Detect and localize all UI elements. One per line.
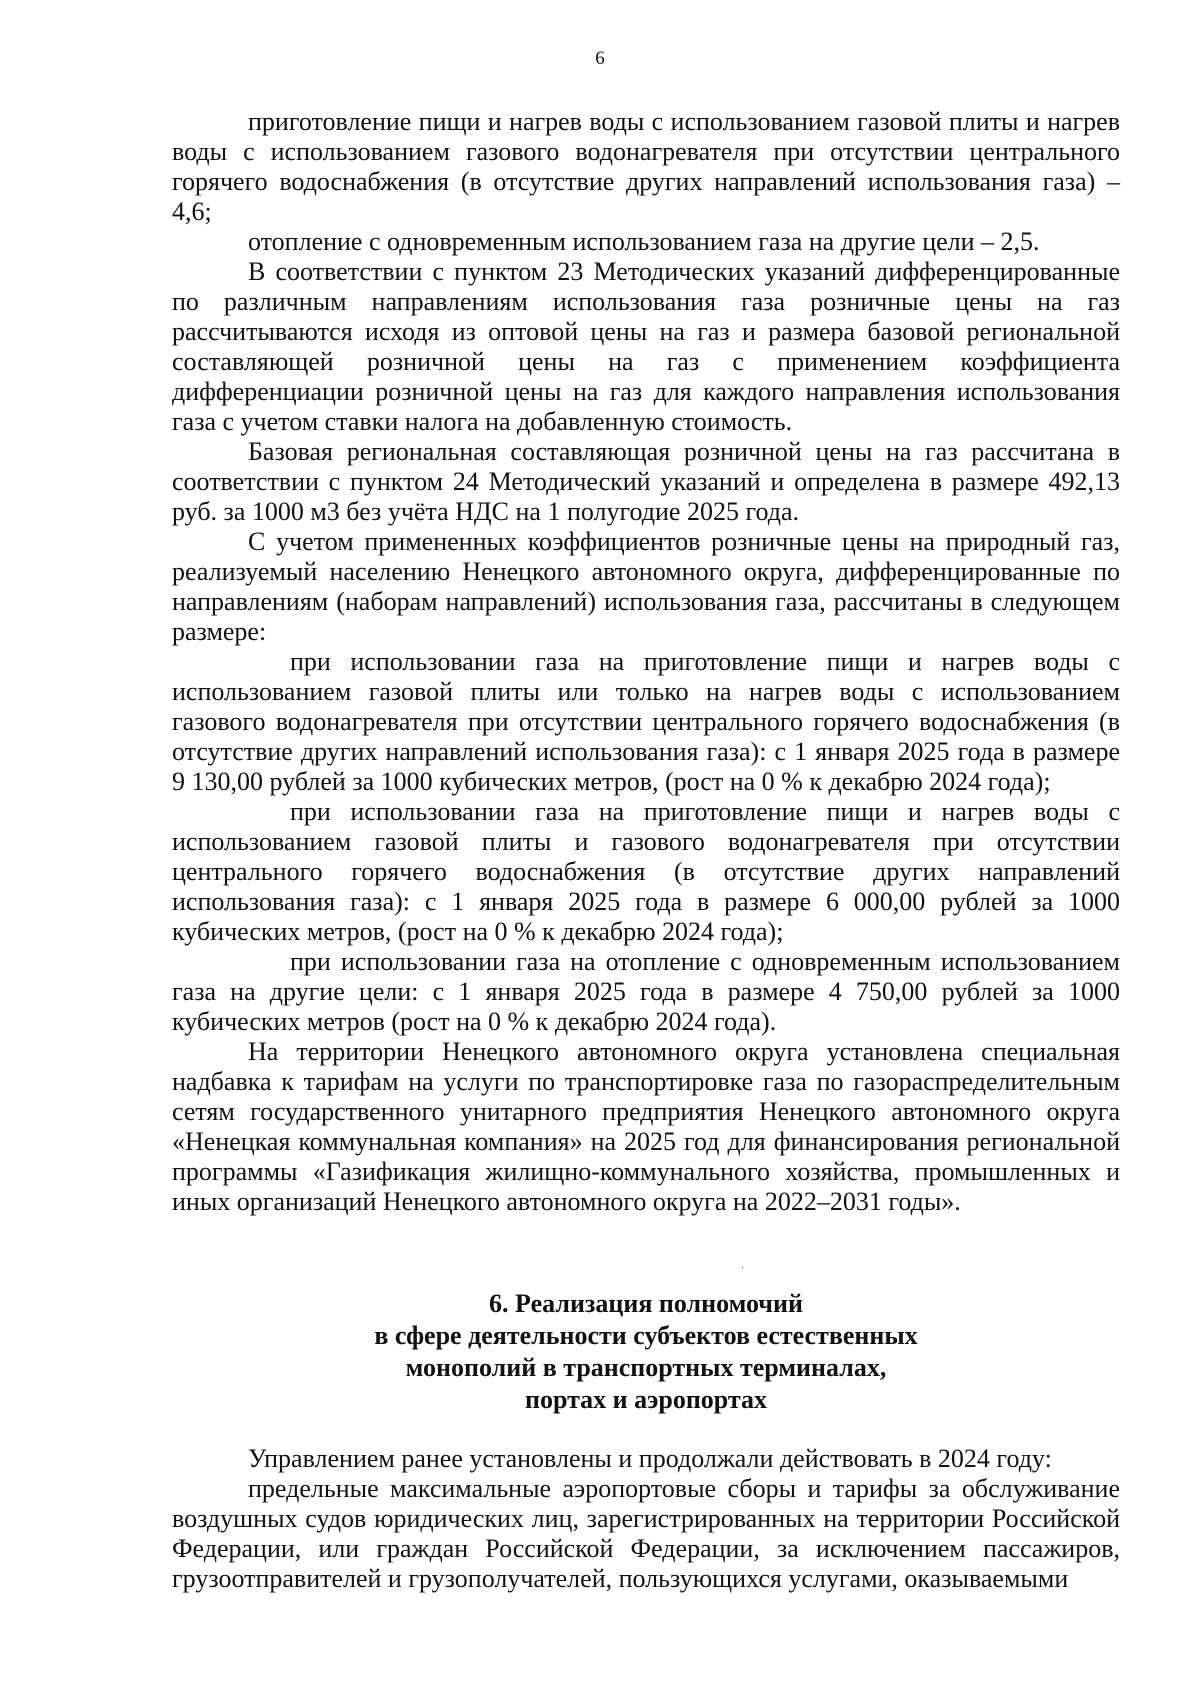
paragraph-base-component: Базовая региональная составляющая розничной цены на газ рассчитана в соответствии с пунктом 24 Методический указаний и определена в размере 492,13 руб. за 1000 м3 без учёта НДС на 1 полугодие 2025 года. xyxy=(172,437,1120,526)
paragraph-airport-fees: предельные максимальные аэропортовые сборы и тарифы за обслуживание воздушных судов юридических лиц, зарегистрированных на территории Российской Федерации, или граждан Российской Федерации, за исключением пассажиров, грузоотправителей и грузополучателей, пользующихся услугами, оказываемыми xyxy=(172,1474,1120,1593)
section-heading-line: портах и аэропортах xyxy=(524,1385,768,1414)
paragraph-heating-coefficient: отопление с одновременным использованием газа на другие цели – 2,5. xyxy=(248,227,1040,256)
paragraph-price-cooking: при использовании газа на приготовление пищи и нагрев воды с использованием газовой плиты или только на нагрев воды с использованием газового водонагревателя при отсутствии центрального горячего водоснабжения (в отсутствие других направлений использования газа): с 1 января 2025 года в размере 9 130,00 рублей за 1000 кубических метров, (рост на 0 % к декабрю 2024 года); xyxy=(172,647,1120,796)
scan-dot: · xyxy=(741,1263,745,1274)
paragraph-cooking-coefficient: приготовление пищи и нагрев воды с использованием газовой плиты и нагрев воды с использованием газового водонагревателя при отсутствии центрального горячего водоснабжения (в отсутствие других направлений использования газа) – 4,6; xyxy=(172,107,1120,226)
section-heading-line: монополий в транспортных терминалах, xyxy=(405,1353,887,1382)
paragraph-methodology: В соответствии с пунктом 23 Методических указаний дифференцированные по различным направлениям использования газа розничные цены на газ рассчитываются исходя из оптовой цены на газ и размера базовой региональной составляющей розничной цены на газ с применением коэффициента дифференциации розничной цены на газ для каждого направления использования газа с учетом ставки налога на добавленную стоимость. xyxy=(172,257,1120,436)
section-heading-line: 6. Реализация полномочий xyxy=(489,1289,803,1318)
section-heading-line: в сфере деятельности субъектов естественных xyxy=(374,1321,918,1350)
section-heading xyxy=(172,1288,1120,1416)
paragraph-price-heating: при использовании газа на отопление с одновременным использованием газа на другие цели: с 1 января 2025 года в размере 4 750,00 рублей за 1000 кубических метров (рост на 0 % к декабрю 2024 года). xyxy=(172,947,1120,1036)
paragraph-price-cooking-heater: при использовании газа на приготовление пищи и нагрев воды с использованием газовой плиты и газового водонагревателя при отсутствии центрального горячего водоснабжения (в отсутствие других направлений использования газа): с 1 января 2025 года в размере 6 000,00 рублей за 1000 кубических метров, (рост на 0 % к декабрю 2024 года); xyxy=(172,797,1120,946)
paragraph-section-intro: Управлением ранее установлены и продолжали действовать в 2024 году: xyxy=(248,1444,1052,1473)
page-number: 6 xyxy=(595,48,605,69)
section-body xyxy=(172,1444,1120,1594)
paragraph-special-surcharge: На территории Ненецкого автономного округа установлена специальная надбавка к тарифам на услуги по транспортировке газа по газораспределительным сетям государственного унитарного предприятия Ненецкого автономного округа «Ненецкая коммунальная компания» на 2025 год для финансирования региональной программы «Газификация жилищно-коммунального хозяйства, промышленных и иных организаций Ненецкого автономного округа на 2022–2031 годы». xyxy=(172,1037,1120,1216)
document-body xyxy=(172,107,1120,1217)
paragraph-retail-prices-intro: С учетом примененных коэффициентов розничные цены на природный газ, реализуемый населению Ненецкого автономного округа, дифференцированные по направлениям (наборам направлений) использования газа, рассчитаны в следующем размере: xyxy=(172,527,1120,646)
